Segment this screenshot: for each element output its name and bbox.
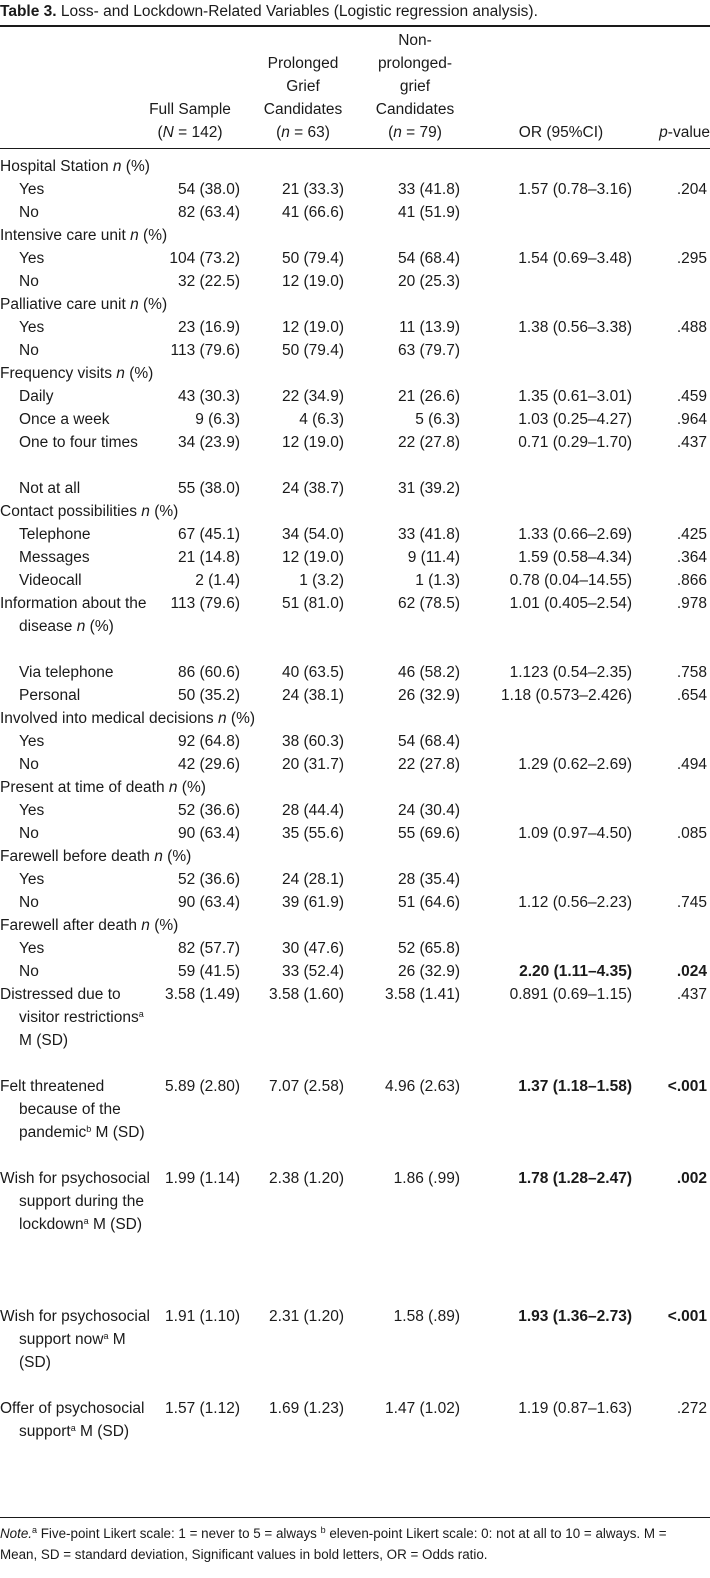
cell-prolonged-grief: 33 (52.4) bbox=[281, 963, 344, 980]
row-label: Once a week bbox=[19, 411, 110, 428]
col-header-line: p-value bbox=[659, 124, 710, 141]
table-row bbox=[0, 408, 710, 431]
scale-label-sup: a bbox=[70, 1423, 76, 1433]
cell-p-value: .459 bbox=[676, 388, 707, 405]
table-caption-title: Loss- and Lockdown-Related Variables (Logistic regression analysis). bbox=[60, 3, 538, 20]
cell-prolonged-grief: 12 (19.0) bbox=[281, 434, 344, 451]
row-label: No bbox=[19, 756, 39, 773]
cell-full-sample: 82 (57.7) bbox=[177, 940, 240, 957]
note-text-a: Five-point Likert scale: 1 = never to 5 = always bbox=[37, 1526, 321, 1541]
row-label: Yes bbox=[19, 871, 45, 888]
cell-p-value: .204 bbox=[676, 181, 707, 198]
row-label: Yes bbox=[19, 802, 45, 819]
col-header-line: (n = 79) bbox=[388, 124, 442, 141]
cell-prolonged-grief: 7.07 (2.58) bbox=[269, 1078, 344, 1095]
scale-label-text: Offer of psychosocial support bbox=[0, 1400, 145, 1440]
scale-label-sup: a bbox=[138, 1009, 144, 1019]
cell-odds-ratio: 1.38 (0.56–3.38) bbox=[518, 319, 632, 336]
section-header-row bbox=[0, 592, 710, 661]
cell-full-sample: 90 (63.4) bbox=[177, 825, 240, 842]
section-label: Hospital Station n (%) bbox=[0, 158, 150, 175]
cell-odds-ratio: 1.33 (0.66–2.69) bbox=[518, 526, 632, 543]
section-header-row bbox=[0, 707, 710, 730]
col-header-line: (N = 142) bbox=[157, 124, 223, 141]
scale-label bbox=[0, 983, 159, 1052]
cell-non-prolonged-grief: 26 (32.9) bbox=[397, 963, 460, 980]
table-row bbox=[0, 730, 710, 753]
table-row bbox=[0, 546, 710, 569]
cell-p-value: .085 bbox=[676, 825, 707, 842]
row-label: Yes bbox=[19, 250, 45, 267]
cell-p-value: .295 bbox=[676, 250, 707, 267]
cell-prolonged-grief: 24 (38.1) bbox=[281, 687, 344, 704]
cell-p-value: .425 bbox=[676, 526, 707, 543]
scale-label-tail: M (SD) bbox=[19, 1032, 69, 1049]
scale-label-text: Wish for psychosocial support during the lockdown bbox=[0, 1170, 150, 1233]
cell-prolonged-grief: 3.58 (1.60) bbox=[269, 986, 344, 1003]
section-label: Information about the disease n (%) bbox=[0, 595, 147, 635]
section-header-row bbox=[0, 293, 710, 316]
row-label: No bbox=[19, 342, 39, 359]
cell-non-prolonged-grief: 26 (32.9) bbox=[397, 687, 460, 704]
note-sup-a: a bbox=[32, 1525, 38, 1535]
cell-non-prolonged-grief: 1.86 (.99) bbox=[393, 1170, 460, 1187]
row-label: Not at all bbox=[19, 480, 81, 497]
cell-prolonged-grief: 30 (47.6) bbox=[281, 940, 344, 957]
cell-full-sample: 1.99 (1.14) bbox=[165, 1170, 240, 1187]
cell-prolonged-grief: 24 (38.7) bbox=[281, 480, 344, 497]
table-caption bbox=[0, 0, 710, 23]
cell-p-value: .272 bbox=[676, 1400, 707, 1417]
scale-label-sup: a bbox=[83, 1216, 89, 1226]
cell-full-sample: 2 (1.4) bbox=[195, 572, 240, 589]
table-note bbox=[0, 1523, 706, 1565]
cell-prolonged-grief: 20 (31.7) bbox=[281, 756, 344, 773]
cell-p-value: .758 bbox=[676, 664, 707, 681]
cell-full-sample: 42 (29.6) bbox=[177, 756, 240, 773]
section-label: Frequency visits n (%) bbox=[0, 365, 154, 382]
cell-prolonged-grief: 24 (28.1) bbox=[281, 871, 344, 888]
cell-prolonged-grief: 38 (60.3) bbox=[281, 733, 344, 750]
row-label: No bbox=[19, 894, 39, 911]
cell-full-sample: 113 (79.6) bbox=[170, 342, 240, 359]
cell-full-sample: 43 (30.3) bbox=[177, 388, 240, 405]
scale-label-text: Distressed due to visitor restrictions bbox=[0, 986, 139, 1026]
scale-row bbox=[0, 983, 710, 1075]
table-row bbox=[0, 960, 710, 983]
scale-label bbox=[0, 1075, 159, 1144]
cell-prolonged-grief: 39 (61.9) bbox=[281, 894, 344, 911]
cell-full-sample: 104 (73.2) bbox=[169, 250, 240, 267]
cell-non-prolonged-grief: 3.58 (1.41) bbox=[385, 986, 460, 1003]
cell-non-prolonged-grief: 4.96 (2.63) bbox=[385, 1078, 460, 1095]
cell-prolonged-grief: 2.31 (1.20) bbox=[269, 1308, 344, 1325]
scale-label bbox=[0, 1305, 159, 1374]
col-header-line: OR (95%CI) bbox=[518, 124, 604, 141]
cell-prolonged-grief: 4 (6.3) bbox=[299, 411, 344, 428]
row-label: Yes bbox=[19, 940, 45, 957]
section-header-row bbox=[0, 224, 710, 247]
cell-full-sample: 52 (36.6) bbox=[177, 871, 240, 888]
cell-prolonged-grief: 12 (19.0) bbox=[281, 319, 344, 336]
row-label: Yes bbox=[19, 733, 45, 750]
col-header-p-value bbox=[636, 32, 710, 144]
scale-label-tail: M (SD) bbox=[91, 1124, 145, 1141]
cell-odds-ratio: 1.29 (0.62–2.69) bbox=[518, 756, 632, 773]
scale-label bbox=[0, 1397, 159, 1443]
table-row bbox=[0, 270, 710, 293]
cell-prolonged-grief: 51 (81.0) bbox=[281, 595, 344, 612]
cell-odds-ratio: 1.01 (0.405–2.54) bbox=[509, 595, 632, 612]
col-header-full-sample bbox=[140, 32, 240, 144]
cell-non-prolonged-grief: 21 (26.6) bbox=[397, 388, 460, 405]
cell-non-prolonged-grief: 33 (41.8) bbox=[397, 526, 460, 543]
cell-odds-ratio: 0.78 (0.04–14.55) bbox=[509, 572, 632, 589]
section-header-row bbox=[0, 914, 710, 937]
section-label: Farewell after death n (%) bbox=[0, 917, 179, 934]
cell-p-value: .494 bbox=[676, 756, 707, 773]
cell-full-sample: 52 (36.6) bbox=[177, 802, 240, 819]
cell-p-value: .978 bbox=[676, 595, 707, 612]
cell-full-sample: 1.91 (1.10) bbox=[165, 1308, 240, 1325]
col-header-line: grief bbox=[399, 78, 431, 95]
scale-label bbox=[0, 1167, 159, 1236]
cell-non-prolonged-grief: 1.58 (.89) bbox=[393, 1308, 460, 1325]
col-header-prolonged-grief bbox=[258, 32, 348, 144]
cell-odds-ratio: 1.19 (0.87–1.63) bbox=[518, 1400, 632, 1417]
cell-non-prolonged-grief: 11 (13.9) bbox=[399, 319, 460, 336]
cell-non-prolonged-grief: 31 (39.2) bbox=[397, 480, 460, 497]
cell-odds-ratio: 1.03 (0.25–4.27) bbox=[518, 411, 632, 428]
row-label: No bbox=[19, 273, 39, 290]
cell-non-prolonged-grief: 5 (6.3) bbox=[415, 411, 460, 428]
section-header-row bbox=[0, 500, 710, 523]
section-header-row bbox=[0, 155, 710, 178]
bottom-rule bbox=[0, 1517, 710, 1518]
section-header-row bbox=[0, 362, 710, 385]
table-row bbox=[0, 661, 710, 684]
table-row bbox=[0, 569, 710, 592]
cell-prolonged-grief: 22 (34.9) bbox=[281, 388, 344, 405]
col-header-line: Non- bbox=[398, 32, 432, 49]
cell-odds-ratio: 2.20 (1.11–4.35) bbox=[519, 963, 632, 980]
scale-row bbox=[0, 1305, 710, 1397]
cell-p-value: .437 bbox=[676, 434, 707, 451]
scale-label-tail: M (SD) bbox=[19, 1331, 126, 1371]
col-header-line: Candidates bbox=[375, 101, 455, 118]
cell-full-sample: 9 (6.3) bbox=[195, 411, 240, 428]
cell-p-value: .964 bbox=[676, 411, 707, 428]
row-label: Personal bbox=[19, 687, 81, 704]
col-header-or bbox=[490, 32, 632, 144]
cell-full-sample: 3.58 (1.49) bbox=[165, 986, 240, 1003]
note-sup-b: b bbox=[320, 1525, 326, 1535]
cell-odds-ratio: 0.71 (0.29–1.70) bbox=[518, 434, 632, 451]
scale-row bbox=[0, 1075, 710, 1167]
cell-prolonged-grief: 21 (33.3) bbox=[281, 181, 344, 198]
table-row bbox=[0, 822, 710, 845]
section-label: Farewell before death n (%) bbox=[0, 848, 192, 865]
section-label: Contact possibilities n (%) bbox=[0, 503, 179, 520]
cell-full-sample: 5.89 (2.80) bbox=[165, 1078, 240, 1095]
cell-prolonged-grief: 1 (3.2) bbox=[299, 572, 344, 589]
cell-full-sample: 21 (14.8) bbox=[177, 549, 240, 566]
cell-full-sample: 67 (45.1) bbox=[177, 526, 240, 543]
cell-p-value: <.001 bbox=[667, 1078, 707, 1095]
cell-odds-ratio: 1.59 (0.58–4.34) bbox=[518, 549, 632, 566]
section-label: Involved into medical decisions n (%) bbox=[0, 710, 256, 727]
row-label: Daily bbox=[19, 388, 54, 405]
scale-label-text: Felt threatened because of the pandemic bbox=[0, 1078, 121, 1141]
row-label: Via telephone bbox=[19, 664, 114, 681]
section-header-row bbox=[0, 776, 710, 799]
row-label: No bbox=[19, 825, 39, 842]
col-header-line: Grief bbox=[286, 78, 320, 95]
cell-full-sample: 54 (38.0) bbox=[177, 181, 240, 198]
cell-prolonged-grief: 50 (79.4) bbox=[281, 250, 344, 267]
col-header-line: prolonged- bbox=[377, 55, 453, 72]
cell-odds-ratio: 0.891 (0.69–1.15) bbox=[509, 986, 632, 1003]
row-label: Yes bbox=[19, 319, 45, 336]
cell-prolonged-grief: 12 (19.0) bbox=[281, 273, 344, 290]
cell-odds-ratio: 1.37 (1.18–1.58) bbox=[518, 1078, 632, 1095]
cell-non-prolonged-grief: 22 (27.8) bbox=[397, 434, 460, 451]
table-row bbox=[0, 178, 710, 201]
cell-full-sample: 23 (16.9) bbox=[177, 319, 240, 336]
table-row bbox=[0, 753, 710, 776]
cell-p-value: .745 bbox=[676, 894, 707, 911]
scale-label-text: Wish for psychosocial support now bbox=[0, 1308, 150, 1348]
cell-odds-ratio: 1.57 (0.78–3.16) bbox=[518, 181, 632, 198]
cell-non-prolonged-grief: 22 (27.8) bbox=[397, 756, 460, 773]
cell-non-prolonged-grief: 1.47 (1.02) bbox=[385, 1400, 460, 1417]
cell-odds-ratio: 1.123 (0.54–2.35) bbox=[509, 664, 632, 681]
cell-non-prolonged-grief: 20 (25.3) bbox=[397, 273, 460, 290]
cell-odds-ratio: 1.78 (1.28–2.47) bbox=[518, 1170, 632, 1187]
cell-prolonged-grief: 50 (79.4) bbox=[281, 342, 344, 359]
table-row bbox=[0, 247, 710, 270]
cell-p-value: <.001 bbox=[667, 1308, 707, 1325]
col-header-line: Full Sample bbox=[149, 101, 231, 118]
table-row bbox=[0, 316, 710, 339]
row-label: Telephone bbox=[19, 526, 91, 543]
row-label: One to four times bbox=[19, 434, 138, 451]
scale-row bbox=[0, 1167, 710, 1305]
scale-label-tail: M (SD) bbox=[88, 1216, 143, 1233]
cell-non-prolonged-grief: 46 (58.2) bbox=[397, 664, 460, 681]
cell-full-sample: 86 (60.6) bbox=[177, 664, 240, 681]
cell-p-value: .488 bbox=[676, 319, 707, 336]
table-row bbox=[0, 523, 710, 546]
row-label: No bbox=[19, 963, 39, 980]
cell-non-prolonged-grief: 9 (11.4) bbox=[407, 549, 460, 566]
cell-full-sample: 82 (63.4) bbox=[177, 204, 240, 221]
table-row bbox=[0, 339, 710, 362]
scale-row bbox=[0, 1397, 710, 1489]
cell-prolonged-grief: 34 (54.0) bbox=[281, 526, 344, 543]
cell-p-value: .364 bbox=[676, 549, 707, 566]
cell-full-sample: 32 (22.5) bbox=[177, 273, 240, 290]
cell-full-sample: 1.57 (1.12) bbox=[165, 1400, 240, 1417]
table-row bbox=[0, 431, 710, 477]
section-label: Intensive care unit n (%) bbox=[0, 227, 168, 244]
cell-full-sample: 55 (38.0) bbox=[177, 480, 240, 497]
cell-non-prolonged-grief: 51 (64.6) bbox=[397, 894, 460, 911]
row-label: Yes bbox=[19, 181, 45, 198]
cell-full-sample: 50 (35.2) bbox=[177, 687, 240, 704]
cell-full-sample: 92 (64.8) bbox=[177, 733, 240, 750]
scale-label-sup: b bbox=[86, 1124, 92, 1134]
cell-prolonged-grief: 12 (19.0) bbox=[281, 549, 344, 566]
cell-non-prolonged-grief: 54 (68.4) bbox=[397, 733, 460, 750]
scale-label-sup: a bbox=[103, 1331, 109, 1341]
cell-non-prolonged-grief: 54 (68.4) bbox=[397, 250, 460, 267]
cell-full-sample: 113 (79.6) bbox=[170, 595, 240, 612]
cell-p-value: .866 bbox=[676, 572, 707, 589]
col-header-line: (n = 63) bbox=[276, 124, 330, 141]
cell-odds-ratio: 1.09 (0.97–4.50) bbox=[518, 825, 632, 842]
cell-prolonged-grief: 2.38 (1.20) bbox=[269, 1170, 344, 1187]
top-rule bbox=[0, 25, 710, 27]
cell-odds-ratio: 1.12 (0.56–2.23) bbox=[518, 894, 632, 911]
cell-prolonged-grief: 40 (63.5) bbox=[281, 664, 344, 681]
row-label: Videocall bbox=[19, 572, 82, 589]
note-lead: Note. bbox=[0, 1526, 33, 1541]
cell-prolonged-grief: 41 (66.6) bbox=[281, 204, 344, 221]
cell-p-value: .002 bbox=[676, 1170, 707, 1187]
note-text-b: eleven-point Likert scale: 0: not at all to 10 = always. M = Mean, SD = standard deviation, Significant values in bold letters, OR = Odds ratio. bbox=[0, 1526, 667, 1562]
cell-non-prolonged-grief: 28 (35.4) bbox=[397, 871, 460, 888]
cell-prolonged-grief: 28 (44.4) bbox=[281, 802, 344, 819]
cell-prolonged-grief: 1.69 (1.23) bbox=[269, 1400, 344, 1417]
cell-p-value: .024 bbox=[676, 963, 707, 980]
cell-full-sample: 59 (41.5) bbox=[177, 963, 240, 980]
table-row bbox=[0, 477, 710, 500]
cell-non-prolonged-grief: 62 (78.5) bbox=[397, 595, 460, 612]
cell-full-sample: 34 (23.9) bbox=[177, 434, 240, 451]
cell-odds-ratio: 1.18 (0.573–2.426) bbox=[501, 687, 632, 704]
cell-non-prolonged-grief: 33 (41.8) bbox=[397, 181, 460, 198]
cell-non-prolonged-grief: 63 (79.7) bbox=[397, 342, 460, 359]
cell-odds-ratio: 1.54 (0.69–3.48) bbox=[518, 250, 632, 267]
table-row bbox=[0, 937, 710, 960]
cell-non-prolonged-grief: 24 (30.4) bbox=[397, 802, 460, 819]
cell-non-prolonged-grief: 52 (65.8) bbox=[397, 940, 460, 957]
col-header-non-prolonged-grief bbox=[368, 32, 462, 144]
row-label: Messages bbox=[19, 549, 90, 566]
table-row bbox=[0, 385, 710, 408]
table-row bbox=[0, 684, 710, 707]
cell-p-value: .654 bbox=[676, 687, 707, 704]
cell-odds-ratio: 1.35 (0.61–3.01) bbox=[518, 388, 632, 405]
section-label: Present at time of death n (%) bbox=[0, 779, 206, 796]
scale-label-tail: M (SD) bbox=[75, 1423, 130, 1440]
table-row bbox=[0, 868, 710, 891]
cell-prolonged-grief: 35 (55.6) bbox=[281, 825, 344, 842]
table-caption-label: Table 3. bbox=[0, 3, 57, 20]
cell-p-value: .437 bbox=[676, 986, 707, 1003]
table-row bbox=[0, 891, 710, 914]
section-label: Palliative care unit n (%) bbox=[0, 296, 168, 313]
cell-non-prolonged-grief: 55 (69.6) bbox=[397, 825, 460, 842]
section-header-row bbox=[0, 845, 710, 868]
cell-non-prolonged-grief: 1 (1.3) bbox=[415, 572, 460, 589]
col-header-line: Candidates bbox=[263, 101, 343, 118]
table-row bbox=[0, 799, 710, 822]
cell-non-prolonged-grief: 41 (51.9) bbox=[397, 204, 460, 221]
header-rule bbox=[0, 148, 710, 149]
row-label: No bbox=[19, 204, 39, 221]
cell-full-sample: 90 (63.4) bbox=[177, 894, 240, 911]
col-header-line: Prolonged bbox=[267, 55, 339, 72]
cell-odds-ratio: 1.93 (1.36–2.73) bbox=[518, 1308, 632, 1325]
table-row bbox=[0, 201, 710, 224]
